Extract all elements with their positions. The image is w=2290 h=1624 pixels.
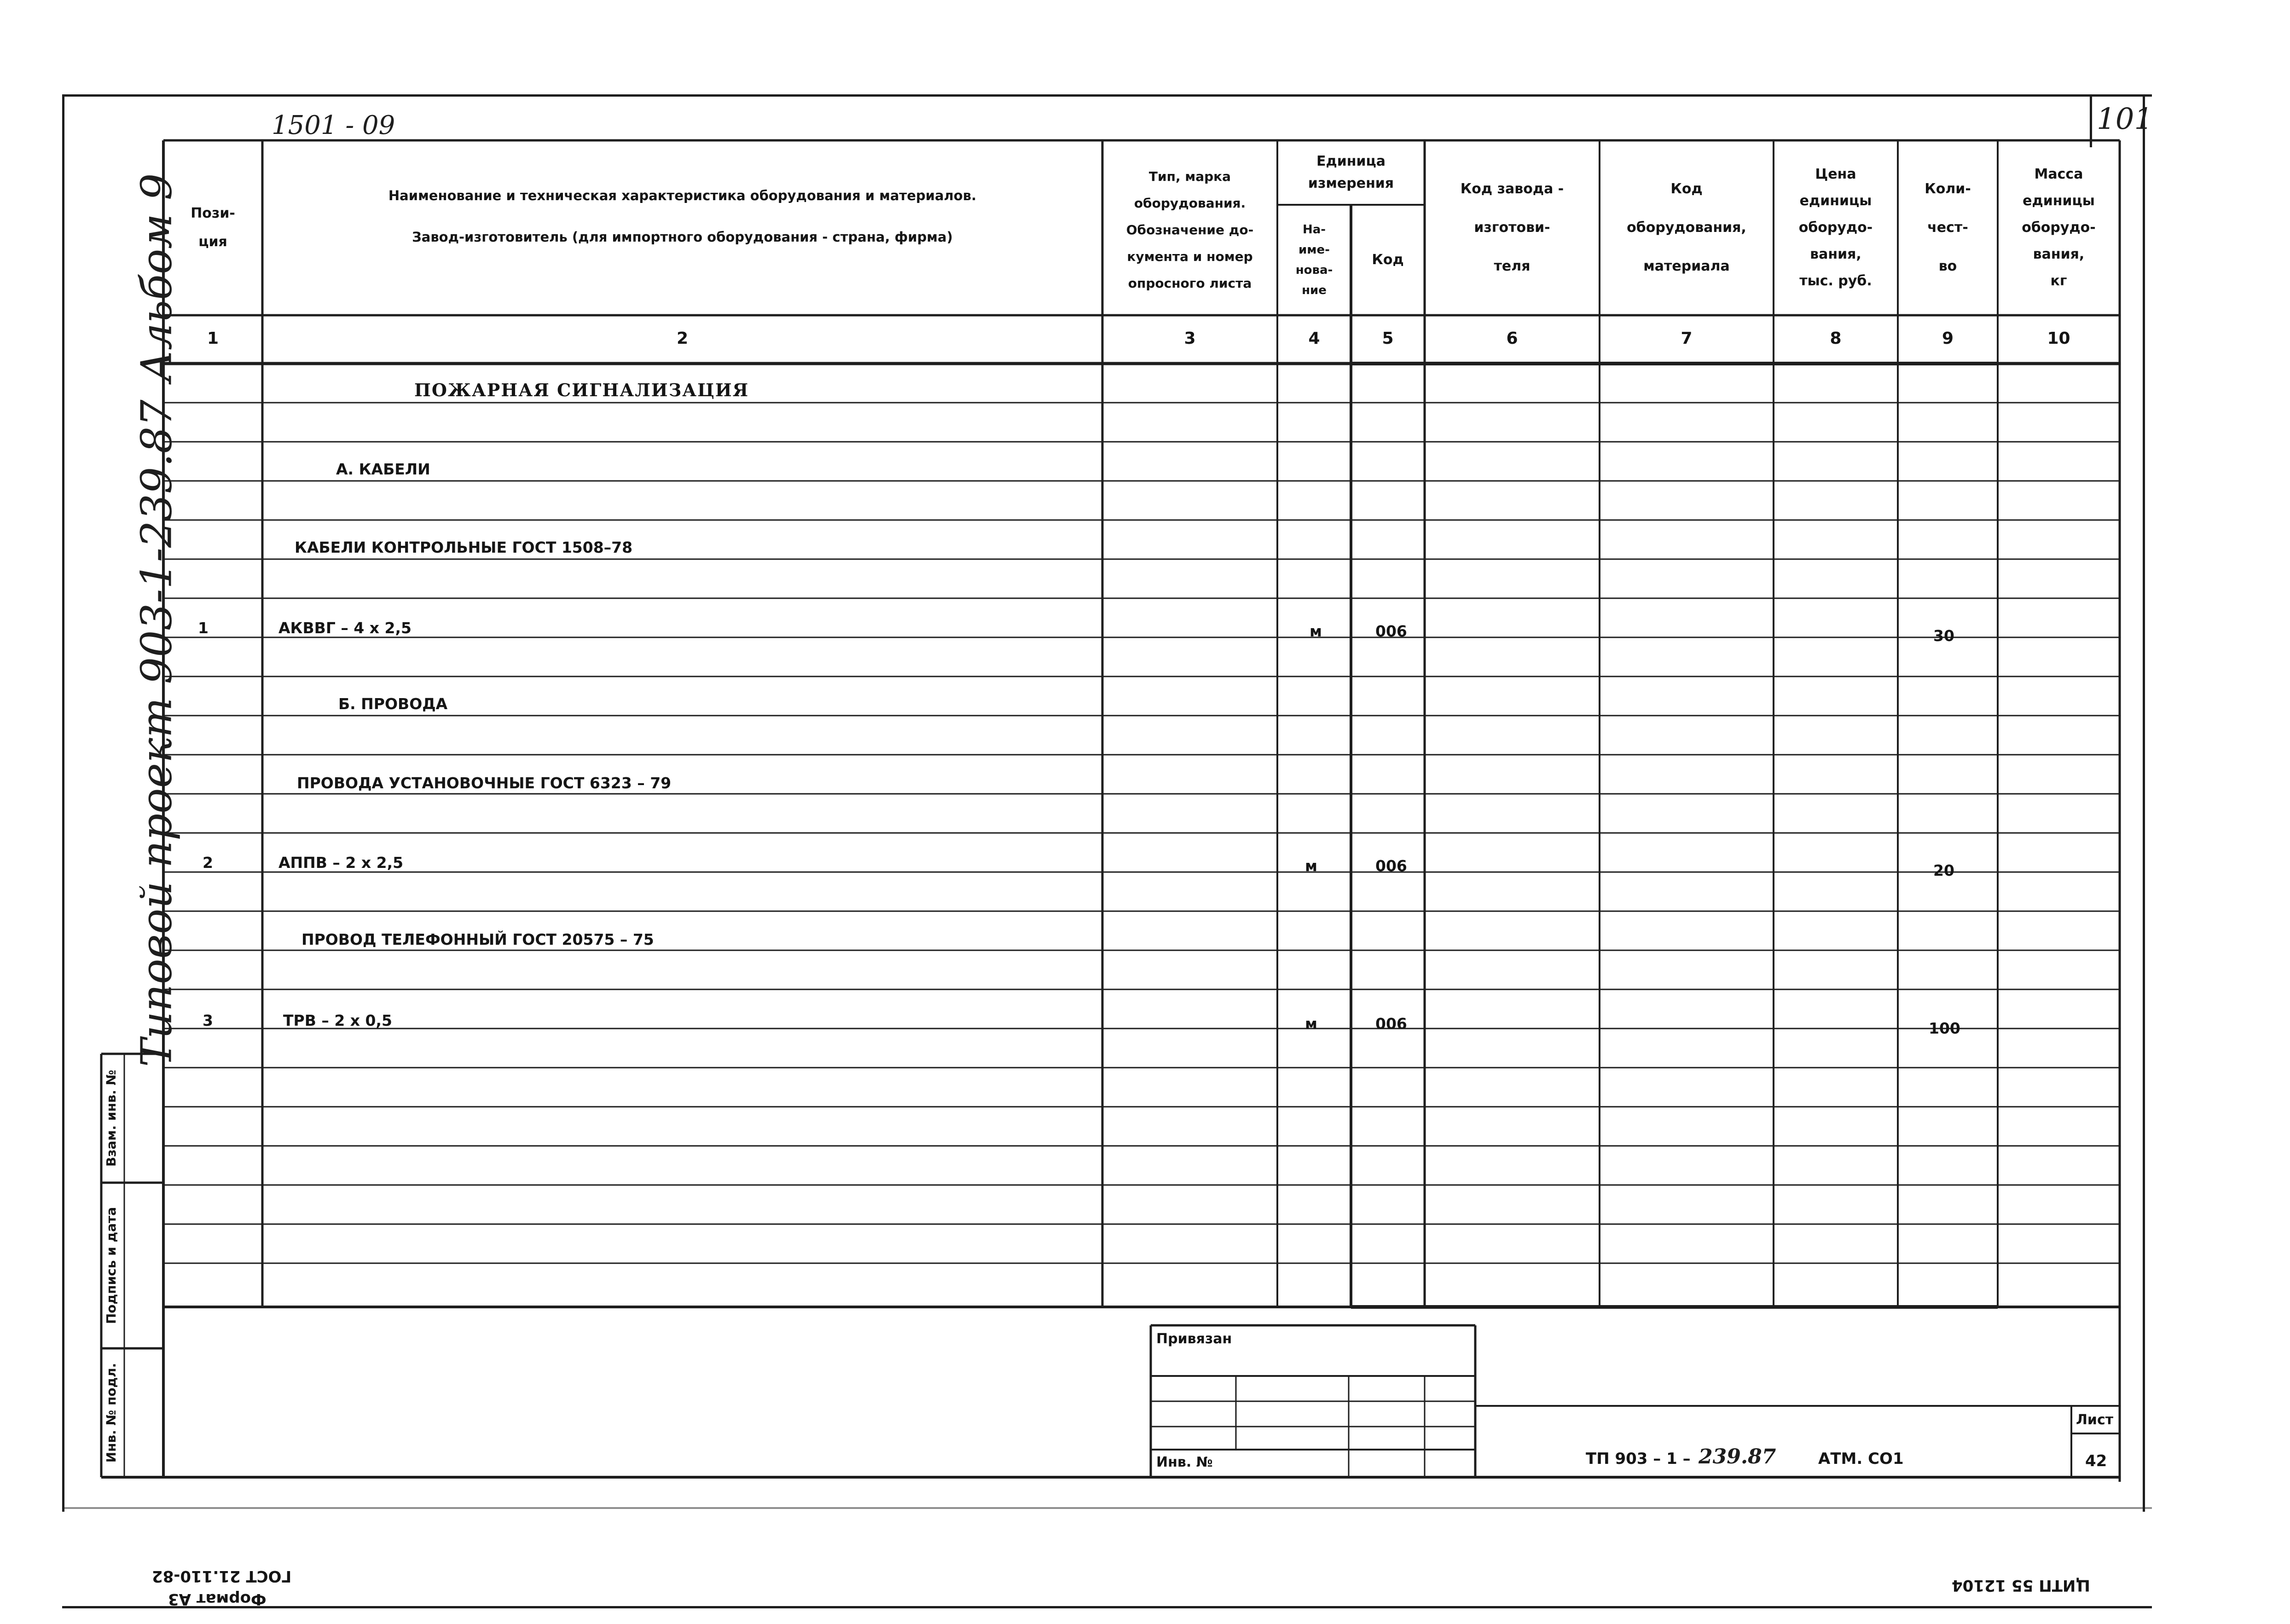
phone-group: ПРОВОД ТЕЛЕФОННЫЙ ГОСТ 20575 – 75 <box>301 930 654 948</box>
item2-position: 2 <box>203 854 213 872</box>
item3-unit: м <box>1305 1015 1317 1033</box>
item3-quantity: 100 <box>1929 1019 1960 1037</box>
header-name-line1: Наименование и техническая характеристика оборудования и материалов. <box>388 188 977 203</box>
gost-footer: ГОСТ 21.110-82 <box>152 1567 292 1585</box>
header-unit-code: Код <box>1372 252 1404 268</box>
header-equipment-code: Код оборудования, материала <box>1627 181 1746 274</box>
inv-replacement-label: Взам. инв. № <box>104 1069 119 1167</box>
side-album-label: Альбом 9 <box>132 173 181 382</box>
wires-group: ПРОВОДА УСТАНОВОЧНЫЕ ГОСТ 6323 – 79 <box>297 774 672 792</box>
column-number-4: 4 <box>1308 329 1320 348</box>
header-manufacturer-code: Код завода - изготови- теля <box>1460 181 1564 274</box>
header-unit-name: На- име- нова- ние <box>1295 223 1333 297</box>
item1-position: 1 <box>198 619 209 637</box>
signature-date-label: Подпись и дата <box>104 1207 119 1324</box>
side-project-label: Типовой проект 903-1-239.87 <box>132 399 181 1067</box>
item2-name: АППВ – 2 x 2,5 <box>278 854 404 872</box>
column-number-7: 7 <box>1681 329 1693 348</box>
tsitp-footer: ЦИТП 55 12104 <box>1952 1576 2090 1595</box>
section-title: ПОЖАРНАЯ СИГНАЛИЗАЦИЯ <box>414 380 749 400</box>
wires-section: Б. ПРОВОДА <box>338 695 448 713</box>
header-mass: Масса единицы оборудо- вания, кг <box>2022 166 2096 289</box>
column-number-6: 6 <box>1506 329 1518 348</box>
column-number-1: 1 <box>207 329 219 348</box>
format-footer: Формат А3 <box>168 1590 267 1608</box>
designation-prefix: ТП 903 – 1 – <box>1586 1450 1691 1468</box>
item3-position: 3 <box>203 1011 213 1029</box>
item1-quantity: 30 <box>1933 627 1954 645</box>
item2-quantity: 20 <box>1933 861 1954 879</box>
inv-number-label: Инв. № <box>1156 1454 1213 1470</box>
item2-code: 006 <box>1375 857 1407 875</box>
column-number-5: 5 <box>1382 329 1394 348</box>
column-number-8: 8 <box>1830 329 1842 348</box>
item3-name: ТРВ – 2 x 0,5 <box>283 1011 393 1029</box>
cables-group: КАБЕЛИ КОНТРОЛЬНЫЕ ГОСТ 1508–78 <box>295 538 633 556</box>
designation-suffix: АТМ. СО1 <box>1818 1450 1904 1468</box>
item1-unit: м <box>1310 622 1322 640</box>
bound-label: Привязан <box>1156 1331 1232 1347</box>
column-number-3: 3 <box>1184 329 1196 348</box>
item2-unit: м <box>1305 857 1317 875</box>
designation-hand: 239.87 <box>1699 1445 1776 1468</box>
sheet-number: 42 <box>2085 1452 2107 1470</box>
column-number-10: 10 <box>2047 329 2070 348</box>
column-number-9: 9 <box>1942 329 1954 348</box>
top-code: 1501 - 09 <box>272 110 395 140</box>
header-type: Тип, марка оборудования. Обозначение до- кумента и номер опросного листа <box>1126 169 1254 291</box>
header-price: Цена единицы оборудо- вания, тыс. руб. <box>1798 166 1873 289</box>
inv-original-label: Инв. № подл. <box>104 1363 119 1463</box>
item1-name: АКВВГ – 4 x 2,5 <box>278 619 412 637</box>
item3-code: 006 <box>1375 1015 1407 1033</box>
header-position: Пози- ция <box>191 205 235 250</box>
item1-code: 006 <box>1375 622 1407 640</box>
header-quantity: Коли- чест- во <box>1925 181 1971 274</box>
sheet-label: Лист <box>2076 1412 2114 1428</box>
page-number: 101 <box>2097 102 2153 136</box>
column-number-2: 2 <box>676 329 689 348</box>
cables-section: А. КАБЕЛИ <box>336 460 430 478</box>
header-name-line2: Завод-изготовитель (для импортного оборудования - страна, фирма) <box>412 229 953 245</box>
header-unit-group: Единица измерения <box>1308 153 1394 191</box>
